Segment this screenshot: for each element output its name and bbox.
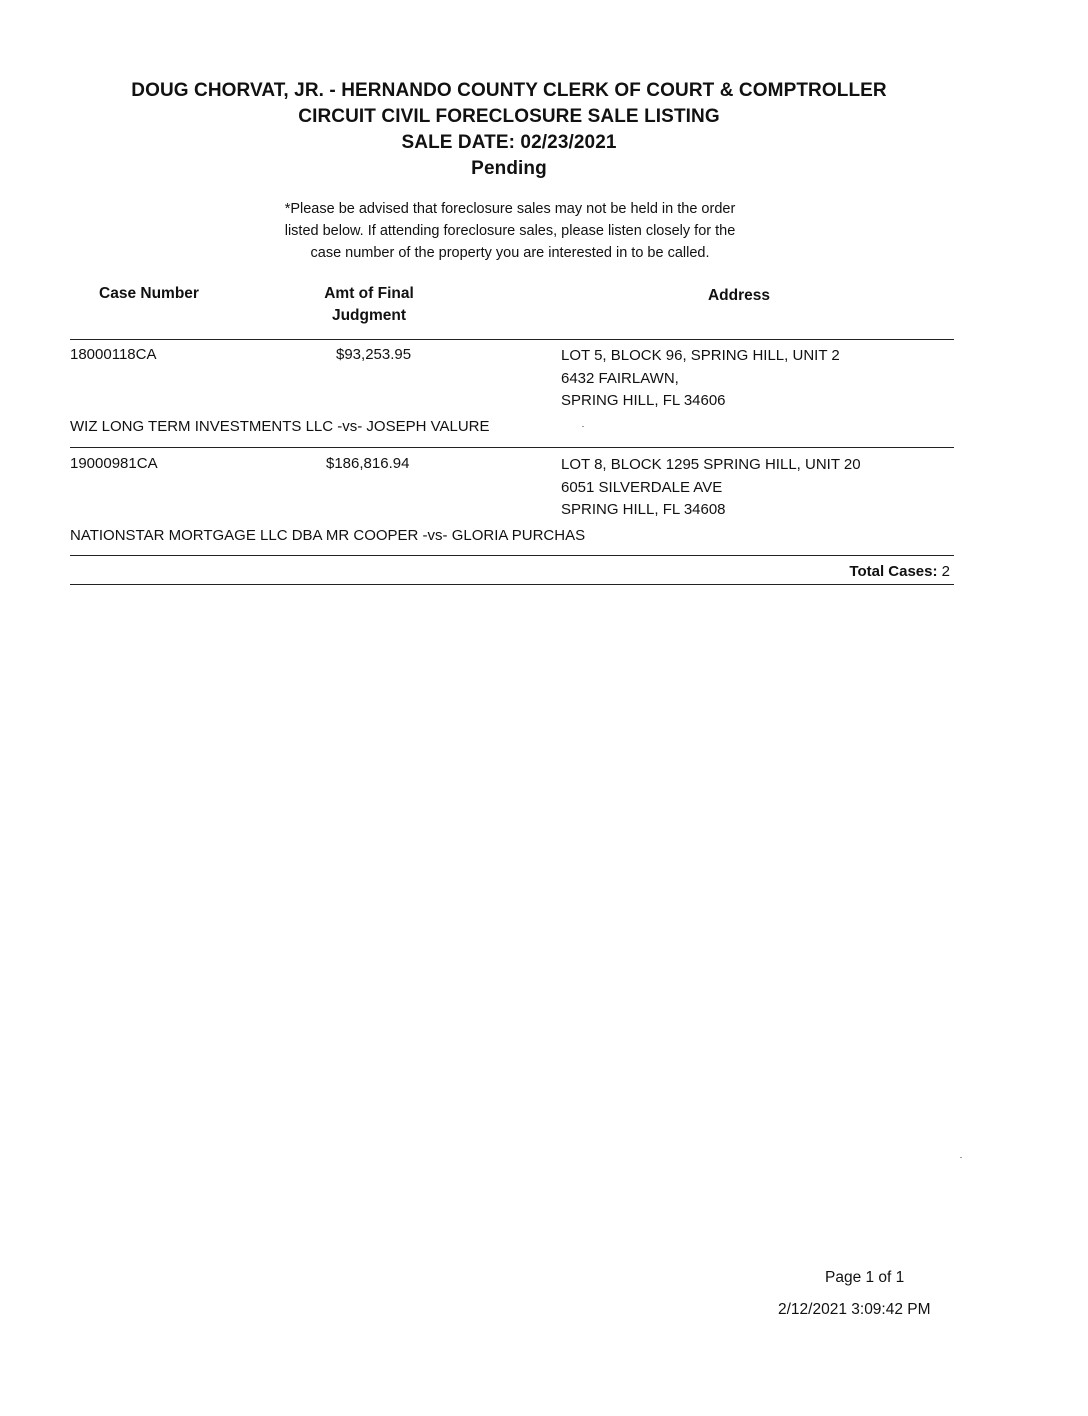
address-line: SPRING HILL, FL 34606 — [561, 392, 726, 409]
case-number: 19000981CA — [70, 455, 158, 472]
notice-line: listed below. If attending foreclosure sales, please listen closely for the — [284, 223, 736, 239]
scan-speck — [582, 426, 584, 427]
summary-divider — [70, 584, 954, 585]
advisory-notice — [210, 198, 810, 264]
property-address — [561, 345, 840, 413]
column-header-amount-line1: Amt of Final — [324, 285, 414, 302]
column-header-amount — [290, 283, 448, 327]
row-divider — [70, 555, 954, 556]
total-cases — [849, 561, 950, 583]
sale-date: SALE DATE: 02/23/2021 — [401, 132, 617, 153]
case-parties: WIZ LONG TERM INVESTMENTS LLC -vs- JOSEPH VALURE — [70, 418, 490, 435]
report-header — [0, 78, 1018, 182]
status-label: Pending — [471, 158, 547, 179]
address-line: 6051 SILVERDALE AVE — [561, 478, 723, 496]
address-line: LOT 8, BLOCK 1295 SPRING HILL, UNIT 20 — [561, 456, 861, 473]
case-parties: NATIONSTAR MORTGAGE LLC DBA MR COOPER -vs- GLORIA PURCHAS — [70, 527, 586, 544]
property-address — [561, 454, 861, 522]
case-number: 18000118CA — [70, 346, 157, 363]
address-line: 6432 FAIRLAWN, — [561, 369, 679, 387]
total-cases-value: 2 — [941, 563, 950, 580]
column-header-address: Address — [707, 287, 771, 304]
judgment-amount: $93,253.95 — [336, 346, 412, 363]
print-timestamp: 2/12/2021 3:09:42 PM — [778, 1301, 931, 1318]
address-line: LOT 5, BLOCK 96, SPRING HILL, UNIT 2 — [561, 347, 840, 364]
notice-line: case number of the property you are interested in to be called. — [310, 245, 710, 261]
total-cases-label: Total Cases: — [849, 563, 938, 580]
listing-title: CIRCUIT CIVIL FORECLOSURE SALE LISTING — [298, 106, 720, 127]
address-line: SPRING HILL, FL 34608 — [561, 501, 726, 518]
page-number: Page 1 of 1 — [825, 1269, 905, 1286]
scan-speck — [960, 1157, 962, 1158]
row-divider — [70, 447, 954, 448]
column-header-case-number: Case Number — [99, 285, 199, 302]
header-divider — [70, 339, 954, 340]
column-header-amount-line2: Judgment — [331, 307, 407, 324]
clerk-title: DOUG CHORVAT, JR. - HERNANDO COUNTY CLERK OF COURT & COMPTROLLER — [131, 80, 887, 101]
judgment-amount: $186,816.94 — [326, 455, 410, 472]
notice-line: *Please be advised that foreclosure sales may not be held in the order — [284, 201, 736, 217]
